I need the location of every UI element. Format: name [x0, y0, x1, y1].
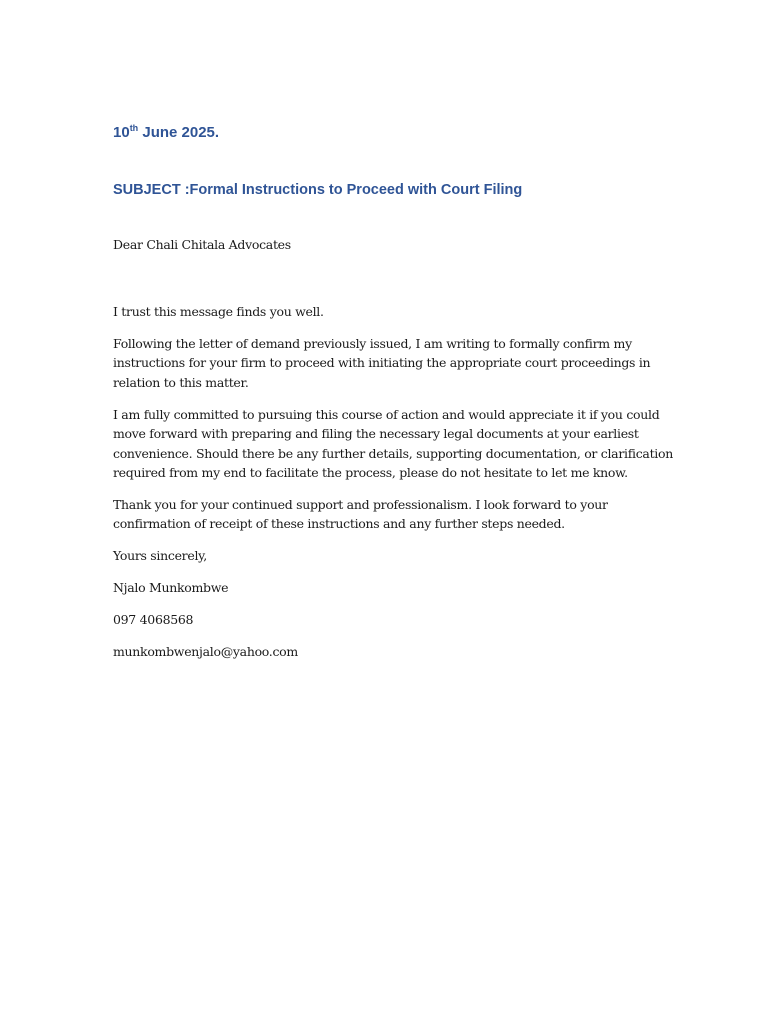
letter-body: [113, 302, 673, 674]
paragraph-thanks: [113, 495, 673, 534]
paragraph-line: I trust this message finds you well.: [113, 304, 324, 319]
paragraph-line: instructions for your firm to proceed with initiating the appropriate court proceedings in: [113, 355, 651, 371]
paragraph-line: I am fully committed to pursuing this course of action and would appreciate it if you could: [113, 406, 660, 422]
paragraph-greeting: [113, 302, 673, 321]
paragraph-line: Following the letter of demand previously issued, I am writing to formally confirm my: [113, 336, 632, 351]
paragraph-commitment: [113, 405, 673, 483]
date-ordinal: th: [129, 123, 139, 133]
signature-phone-text: 097 4068568: [113, 612, 194, 628]
signature-email: [113, 642, 673, 661]
paragraph-line: move forward with preparing and filing the necessary legal documents at your earliest: [113, 426, 639, 442]
paragraph-line: convenience. Should there be any further details, supporting documentation, or clarification: [113, 445, 673, 461]
paragraph-line: confirmation of receipt of these instructions and any further steps needed.: [113, 516, 565, 532]
letter-subject: SUBJECT :Formal Instructions to Proceed with Court Filing: [113, 182, 523, 198]
date-day: 10: [113, 124, 130, 141]
signature-email-text: munkombwenjalo@yahoo.com: [113, 644, 298, 660]
signature-name-text: Njalo Munkombwe: [113, 580, 229, 596]
letter-salutation: Dear Chali Chitala Advocates: [113, 237, 291, 252]
paragraph-line: required from my end to facilitate the process, please do not hesitate to let me know.: [113, 465, 628, 481]
closing: [113, 546, 673, 565]
letter-date: [113, 124, 219, 141]
paragraph-instructions: [113, 334, 673, 392]
letter-page: [113, 0, 673, 1024]
paragraph-line: Thank you for your continued support and professionalism. I look forward to your: [113, 497, 608, 513]
closing-text: Yours sincerely,: [113, 548, 207, 564]
paragraph-line: relation to this matter.: [113, 374, 249, 390]
date-rest: June 2025.: [138, 124, 220, 141]
signature-name: [113, 578, 673, 597]
signature-phone: [113, 610, 673, 629]
